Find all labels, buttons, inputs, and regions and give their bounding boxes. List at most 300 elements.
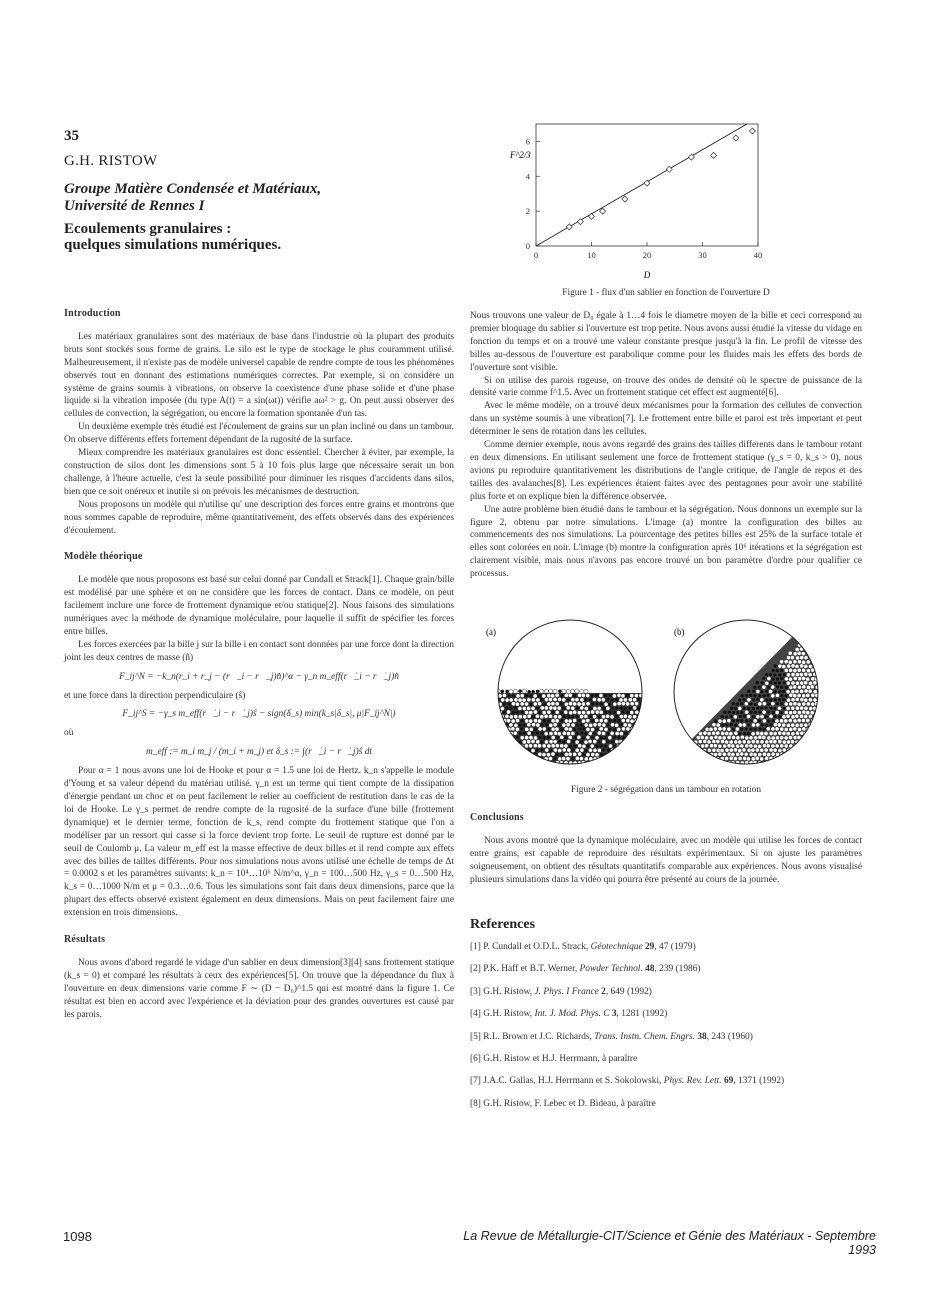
particle bbox=[564, 744, 568, 748]
particle bbox=[520, 694, 524, 698]
particle bbox=[500, 739, 504, 743]
particle bbox=[630, 710, 634, 714]
particle bbox=[511, 719, 515, 723]
particle bbox=[612, 694, 616, 698]
right-paragraph: Une autre problème bien étudié dans le tambour et la ségrégation. Nous donnons un exemple sur la figure 2, obtenu par notre simulations. L'image (a) montre la configuration des billes au commencements des nos simulations. La pourcentage des petites billes est 25% de la surface totale et elles sont colorées en noir. L'image (b) montre la configuration après 10⁶ itérations et la ségrégation est clairement visible, mais nous n'avons pas encore trouvé un bon paramètre d'ordre pour qualifier ce processus. bbox=[470, 504, 862, 580]
particle bbox=[564, 710, 568, 714]
particle bbox=[738, 723, 742, 727]
particle bbox=[758, 719, 761, 722]
particle bbox=[718, 719, 722, 723]
particle bbox=[786, 732, 790, 736]
particle bbox=[617, 753, 621, 757]
particle bbox=[743, 756, 747, 760]
particle bbox=[814, 719, 818, 723]
particle bbox=[813, 739, 817, 743]
particle bbox=[525, 719, 529, 723]
reference-number: [2] bbox=[470, 964, 484, 975]
particle bbox=[611, 707, 614, 710]
particle bbox=[730, 715, 733, 718]
particle bbox=[799, 748, 803, 752]
particle bbox=[519, 690, 522, 693]
particle bbox=[591, 694, 594, 697]
particle bbox=[749, 710, 752, 713]
particle bbox=[784, 677, 788, 681]
particle bbox=[806, 702, 810, 706]
particle bbox=[527, 698, 531, 702]
particle bbox=[514, 706, 517, 709]
particle bbox=[782, 665, 786, 669]
particle bbox=[600, 761, 603, 764]
particle bbox=[571, 715, 574, 718]
reference-volume: 38 bbox=[695, 1031, 707, 1042]
heading-introduction: Introduction bbox=[64, 308, 121, 319]
particle bbox=[613, 745, 616, 748]
particle bbox=[535, 757, 539, 761]
y-tick-label: 0 bbox=[525, 241, 530, 251]
particle bbox=[506, 710, 510, 714]
particle bbox=[512, 762, 515, 765]
particle bbox=[782, 731, 786, 735]
particle bbox=[547, 736, 550, 739]
particle bbox=[793, 694, 797, 698]
particle bbox=[582, 736, 585, 739]
particle bbox=[505, 714, 509, 718]
particle bbox=[567, 739, 571, 743]
particle bbox=[634, 744, 638, 748]
reference-authors: G.H. Ristow et H.J. Herrmann, à paraître bbox=[483, 1053, 638, 1064]
particle bbox=[568, 735, 572, 739]
particle bbox=[549, 749, 552, 752]
reference-authors: J.A.C. Gallas, H.J. Herrmann et S. Sokolowski, bbox=[483, 1076, 664, 1087]
particle bbox=[632, 740, 636, 744]
particle bbox=[769, 673, 772, 676]
particle bbox=[766, 744, 770, 748]
particle bbox=[582, 744, 586, 748]
particle bbox=[524, 752, 528, 756]
figure-1 bbox=[490, 118, 780, 290]
particle bbox=[756, 681, 759, 684]
particle bbox=[797, 761, 801, 765]
particle bbox=[623, 714, 627, 718]
particle bbox=[553, 715, 557, 719]
particle bbox=[752, 707, 755, 710]
particle bbox=[811, 702, 815, 706]
reference-journal: J. Phys. I France bbox=[534, 986, 599, 997]
particle bbox=[713, 744, 717, 748]
particle bbox=[634, 727, 638, 731]
particle bbox=[573, 745, 576, 748]
particle bbox=[500, 723, 504, 727]
particle bbox=[698, 757, 702, 761]
particle bbox=[544, 740, 548, 744]
particle bbox=[720, 739, 724, 743]
particle bbox=[635, 702, 639, 706]
particle bbox=[735, 727, 739, 731]
particle bbox=[714, 720, 717, 723]
data-point bbox=[644, 180, 650, 186]
particle bbox=[504, 731, 508, 735]
particle bbox=[593, 748, 597, 752]
particle bbox=[580, 724, 583, 727]
particle bbox=[756, 698, 759, 701]
particle bbox=[799, 673, 803, 677]
particle bbox=[536, 723, 540, 727]
particle bbox=[689, 748, 693, 752]
results-paragraph: Nous avons d'abord regardé le vidage d'un sablier en deux dimension[3][4] sans frottement statique (k_s = 0) et comparé les résultats à ceux des expériences[5]. On trouve que la dépendance du flux à l'ouverture en deux dimensions varie comme F ∼ (D − D₀)^1.5 qui est montré dans la figure 1. Ce résultat est bien en accord avec l'expérience et la déviation pour des grandes ouvertures est causé par les parois. bbox=[64, 957, 454, 1020]
particle bbox=[786, 706, 790, 710]
particle bbox=[725, 723, 728, 726]
particle bbox=[765, 699, 768, 702]
particle bbox=[778, 748, 782, 752]
figure-2-label-b: (b) bbox=[674, 627, 685, 638]
particle bbox=[527, 731, 531, 735]
particle bbox=[593, 732, 596, 735]
figure-2-label-a: (a) bbox=[486, 627, 496, 638]
particle bbox=[538, 736, 541, 739]
particle bbox=[775, 693, 779, 697]
particle bbox=[569, 745, 572, 748]
particle bbox=[579, 756, 583, 760]
reference-volume: 2 bbox=[598, 986, 606, 997]
particle bbox=[683, 761, 687, 765]
particle bbox=[797, 651, 801, 655]
particle bbox=[514, 723, 518, 727]
particle bbox=[698, 739, 702, 743]
particle bbox=[584, 689, 588, 693]
particle bbox=[628, 698, 632, 702]
particle bbox=[784, 736, 788, 740]
particle bbox=[623, 723, 627, 727]
particle bbox=[564, 727, 568, 731]
particle bbox=[633, 706, 637, 710]
particle bbox=[591, 761, 594, 764]
particle bbox=[780, 686, 783, 689]
particle bbox=[589, 707, 592, 710]
reference-authors: P. Cundall et O.D.L. Strack, bbox=[483, 942, 591, 952]
particle bbox=[578, 727, 581, 730]
particle bbox=[533, 694, 537, 698]
reference-item bbox=[470, 1009, 870, 1031]
particle bbox=[762, 702, 766, 706]
particle bbox=[626, 761, 629, 764]
particle bbox=[782, 698, 785, 701]
particle bbox=[586, 711, 590, 715]
particle bbox=[788, 736, 792, 740]
particle bbox=[637, 731, 641, 735]
particle bbox=[743, 715, 746, 718]
particle bbox=[496, 757, 500, 761]
particle bbox=[591, 702, 594, 705]
particle bbox=[754, 703, 757, 706]
particle bbox=[496, 739, 500, 743]
particle bbox=[511, 744, 514, 747]
particle bbox=[580, 732, 583, 735]
particle bbox=[562, 748, 566, 752]
particle bbox=[615, 756, 619, 760]
particle bbox=[597, 731, 601, 735]
particle bbox=[602, 748, 605, 751]
particle bbox=[538, 752, 542, 756]
particle bbox=[544, 714, 548, 718]
particle bbox=[793, 660, 797, 664]
particle bbox=[571, 757, 574, 760]
particle bbox=[551, 735, 555, 739]
particle bbox=[790, 757, 794, 761]
particle bbox=[751, 740, 755, 744]
particle bbox=[625, 702, 629, 706]
particle bbox=[809, 706, 813, 710]
particle bbox=[591, 753, 595, 757]
particle bbox=[791, 723, 795, 727]
particle bbox=[813, 681, 817, 685]
particle bbox=[544, 697, 548, 701]
particle bbox=[763, 694, 766, 697]
particle bbox=[621, 727, 625, 731]
particle bbox=[540, 689, 544, 693]
particle bbox=[784, 719, 788, 723]
particle bbox=[520, 761, 523, 764]
particle bbox=[800, 706, 804, 710]
particle bbox=[718, 744, 722, 748]
particle bbox=[806, 660, 810, 664]
particle bbox=[581, 693, 585, 697]
particle bbox=[815, 643, 819, 647]
reference-item bbox=[470, 987, 870, 1009]
particle bbox=[784, 727, 788, 731]
particle bbox=[806, 718, 810, 722]
particle bbox=[518, 698, 522, 702]
particle bbox=[678, 752, 682, 756]
particle bbox=[527, 723, 531, 727]
reference-pages-year: , 47 (1979) bbox=[654, 942, 696, 952]
particle bbox=[732, 728, 735, 731]
particle bbox=[513, 731, 517, 735]
particle bbox=[762, 735, 766, 739]
particle bbox=[777, 757, 781, 761]
particle bbox=[498, 736, 502, 740]
particle bbox=[590, 710, 594, 714]
particle bbox=[751, 732, 755, 736]
particle bbox=[797, 727, 801, 731]
particle bbox=[586, 702, 590, 706]
particle bbox=[599, 744, 602, 747]
particle bbox=[804, 672, 808, 676]
reference-item bbox=[470, 942, 870, 964]
particle bbox=[804, 748, 808, 752]
particle bbox=[782, 690, 785, 693]
particle bbox=[760, 698, 764, 702]
particle bbox=[547, 702, 551, 706]
particle bbox=[623, 748, 627, 752]
particle bbox=[581, 719, 585, 723]
particle bbox=[498, 719, 502, 723]
particle bbox=[765, 690, 768, 693]
particle bbox=[549, 731, 553, 735]
particle bbox=[569, 761, 573, 765]
particle bbox=[756, 715, 760, 719]
particle bbox=[738, 706, 742, 710]
particle bbox=[740, 744, 744, 748]
particle bbox=[532, 690, 535, 693]
particle bbox=[747, 698, 751, 702]
particle bbox=[630, 736, 634, 740]
particle bbox=[501, 690, 504, 693]
particle bbox=[595, 710, 599, 714]
page-number: 35 bbox=[64, 128, 79, 144]
particle bbox=[762, 719, 766, 723]
particle bbox=[810, 727, 814, 731]
particle bbox=[712, 748, 716, 752]
particle bbox=[513, 689, 517, 693]
particle bbox=[591, 719, 594, 722]
particle bbox=[813, 647, 817, 651]
affiliation-line-2: Université de Rennes I bbox=[64, 198, 205, 214]
particle bbox=[590, 744, 594, 748]
particle bbox=[701, 744, 705, 748]
particle bbox=[773, 723, 777, 727]
particle bbox=[765, 673, 768, 676]
particle bbox=[615, 731, 619, 735]
particle bbox=[745, 719, 748, 722]
particle bbox=[503, 744, 506, 747]
particle bbox=[746, 757, 750, 761]
reference-number: [8] bbox=[470, 1098, 484, 1109]
particle bbox=[742, 723, 746, 727]
reference-authors: R.L. Brown et J.C. Richards, bbox=[483, 1031, 595, 1042]
particle bbox=[755, 748, 759, 752]
particle bbox=[531, 698, 535, 702]
particle bbox=[567, 698, 570, 701]
particle bbox=[762, 710, 766, 714]
particle bbox=[733, 748, 737, 752]
particle bbox=[738, 756, 742, 760]
particle bbox=[509, 698, 513, 702]
y-tick-label: 6 bbox=[525, 136, 530, 147]
particle bbox=[604, 736, 607, 739]
particle bbox=[500, 757, 504, 761]
particle bbox=[573, 702, 577, 706]
particle bbox=[709, 761, 713, 765]
particle bbox=[709, 727, 713, 731]
reference-journal: Int. J. Mod. Phys. C bbox=[534, 1009, 610, 1020]
particle bbox=[811, 736, 815, 740]
particle bbox=[549, 723, 553, 727]
conclusions-paragraph: Nous avons montré que la dynamique moléculaire, avec un modèle qui utilise les forces de contact entre grains, est capable de reproduire des résultats expérimentaux. Si on ajuste les paramètres soigneusement, on obtient des résultats quantitatifs comparable aux expériences. Nous avons visualisé plusieurs simulations dans la vidéo qui pourra être présenté au cours de la journée. bbox=[470, 835, 862, 885]
particle bbox=[593, 723, 597, 727]
particle bbox=[529, 694, 532, 697]
reference-volume: 29 bbox=[642, 942, 655, 952]
particle bbox=[788, 651, 792, 655]
particle bbox=[607, 732, 610, 735]
particle bbox=[558, 724, 561, 727]
particle bbox=[527, 706, 531, 710]
particle bbox=[705, 761, 709, 765]
particle bbox=[810, 652, 814, 656]
particle bbox=[615, 715, 618, 718]
particle bbox=[782, 723, 786, 727]
particle bbox=[687, 744, 691, 748]
particle bbox=[536, 731, 539, 734]
particle bbox=[572, 740, 575, 743]
particle bbox=[608, 761, 612, 765]
particle bbox=[602, 723, 606, 727]
reference-item bbox=[470, 1076, 870, 1098]
particle bbox=[789, 702, 793, 706]
particle bbox=[560, 735, 564, 739]
particle bbox=[780, 744, 784, 748]
particle bbox=[758, 702, 762, 706]
particle bbox=[679, 761, 683, 765]
particle bbox=[806, 635, 810, 639]
particle bbox=[567, 748, 571, 752]
reference-authors: G.H. Ristow, bbox=[483, 1009, 535, 1020]
particle bbox=[562, 740, 565, 743]
particle bbox=[560, 744, 564, 748]
particle bbox=[537, 761, 541, 765]
particle bbox=[621, 702, 625, 706]
particle bbox=[769, 731, 773, 735]
particle bbox=[586, 735, 590, 739]
particle bbox=[804, 656, 808, 660]
particle bbox=[801, 652, 805, 656]
particle bbox=[743, 732, 746, 735]
particle bbox=[747, 723, 750, 726]
particle bbox=[540, 748, 543, 751]
particle bbox=[791, 732, 795, 736]
particle bbox=[806, 669, 810, 673]
particle bbox=[527, 740, 531, 744]
particle bbox=[808, 672, 812, 676]
particle bbox=[581, 711, 585, 715]
x-tick-label: 20 bbox=[642, 250, 652, 260]
particle bbox=[685, 748, 689, 752]
particle bbox=[533, 760, 537, 764]
right-column bbox=[470, 310, 862, 767]
particle bbox=[617, 762, 620, 765]
reference-journal: Trans. Instn. Chem. Engrs. bbox=[594, 1031, 696, 1042]
particle bbox=[774, 690, 777, 693]
title-line-1: Ecoulements granulaires : bbox=[64, 221, 232, 237]
particle bbox=[555, 710, 559, 714]
particle bbox=[797, 668, 801, 672]
particle bbox=[773, 715, 776, 718]
reference-pages-year: , 1371 (1992) bbox=[733, 1076, 785, 1087]
particle bbox=[814, 727, 818, 731]
particle bbox=[586, 693, 590, 697]
particle bbox=[751, 748, 755, 752]
data-point bbox=[589, 213, 595, 219]
particle bbox=[533, 719, 537, 723]
particle bbox=[731, 744, 735, 748]
particle bbox=[691, 752, 695, 756]
particle bbox=[700, 761, 704, 765]
particle bbox=[780, 711, 783, 714]
particle bbox=[791, 664, 795, 668]
particle bbox=[801, 718, 805, 722]
particle bbox=[753, 719, 757, 723]
particle bbox=[753, 694, 756, 697]
particle bbox=[806, 643, 810, 647]
particle bbox=[562, 756, 566, 760]
particle bbox=[604, 727, 608, 731]
particle bbox=[586, 753, 590, 757]
particle bbox=[558, 740, 561, 743]
particle bbox=[782, 740, 786, 744]
particle bbox=[569, 711, 573, 715]
particle bbox=[700, 752, 704, 756]
particle bbox=[802, 761, 806, 765]
author-name: G.H. RISTOW bbox=[64, 153, 158, 169]
